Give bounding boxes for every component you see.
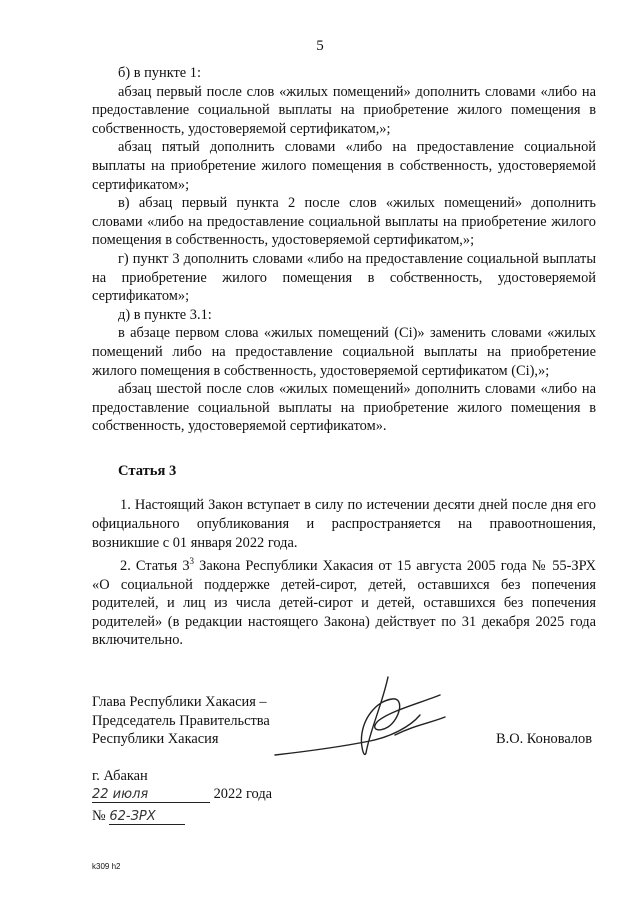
article-body	[92, 496, 596, 650]
paragraph: г) пункт 3 дополнить словами «либо на предоставление социальной выплаты на приобретение жилого помещения в собственность, удостоверяемой сертификатом»;	[92, 250, 596, 305]
signatory-title-line: Республики Хакасия	[92, 731, 219, 748]
article-superscript: 3	[189, 556, 195, 567]
article-item-2	[92, 552, 596, 650]
page-number: 5	[316, 38, 324, 54]
article-item-2-rest: Закона Республики Хакасия от 15 августа 2005 года № 55-ЗРХ «О социальной поддержке детей-сирот, детей, оставшихся без попечения родителей, и лиц из числа детей-сирот и детей, оставшихся без попечения родителей» (в редакции настоящего Закона) действует по 31 декабря 2025 года включительно.	[92, 558, 596, 649]
paragraph: д) в пункте 3.1:	[118, 306, 212, 323]
signatory-title-line: Глава Республики Хакасия –	[92, 694, 267, 710]
footer-code: k309 h2	[92, 862, 121, 871]
date-year: 2022 года	[213, 786, 273, 802]
paragraph: б) в пункте 1:	[118, 65, 201, 81]
article-item-1: 1. Настоящий Закон вступает в силу по истечении десяти дней после дня его официального опубликования и распространяется на правоотношения, возникшие с 01 января 2022 года.	[92, 497, 596, 551]
law-number-line	[92, 808, 185, 825]
paragraph: в абзаце первом слова «жилых помещений (Ci)» заменить словами «жилых помещений либо на предоставление социальной выплаты на приобретение жилого помещения в собственность, удостоверяемой сертификатом (Ci),»;	[92, 325, 596, 379]
signatory-title-line: Председатель Правительства	[92, 712, 270, 729]
date-line	[92, 786, 272, 803]
article-item-2-start: 2. Статья 3	[120, 558, 190, 575]
handwritten-law-number: 62-ЗРХ	[109, 809, 185, 825]
number-sign: №	[92, 808, 106, 824]
paragraph: абзац первый после слов «жилых помещений» дополнить словами «либо на предоставление социальной выплаты на приобретение жилого помещения в собственность, удостоверяемой сертификатом,»;	[92, 83, 596, 137]
signatory-name: В.О. Коновалов	[496, 731, 593, 747]
paragraph: в) абзац первый пункта 2 после слов «жилых помещений» дополнить словами «либо на предоставление социальной выплаты на приобретение жилого помещения в собственность, удостоверяемой сертификатом,»;	[92, 195, 596, 249]
handwritten-signature	[270, 675, 470, 765]
paragraph: абзац пятый дополнить словами «либо на предоставление социальной выплаты на приобретение жилого помещения в собственность, удостоверяемой сертификатом»;	[92, 139, 596, 193]
place-of-signing: г. Абакан	[92, 768, 148, 784]
handwritten-date: 22 июля	[92, 787, 210, 803]
document-body	[92, 64, 596, 650]
article-heading: Статья 3	[118, 462, 177, 479]
paragraph: абзац шестой после слов «жилых помещений» дополнить словами «либо на предоставление социальной выплаты на приобретение жилого помещения в собственность, удостоверяемой сертификатом».	[92, 381, 596, 435]
signatory-title	[92, 693, 270, 749]
